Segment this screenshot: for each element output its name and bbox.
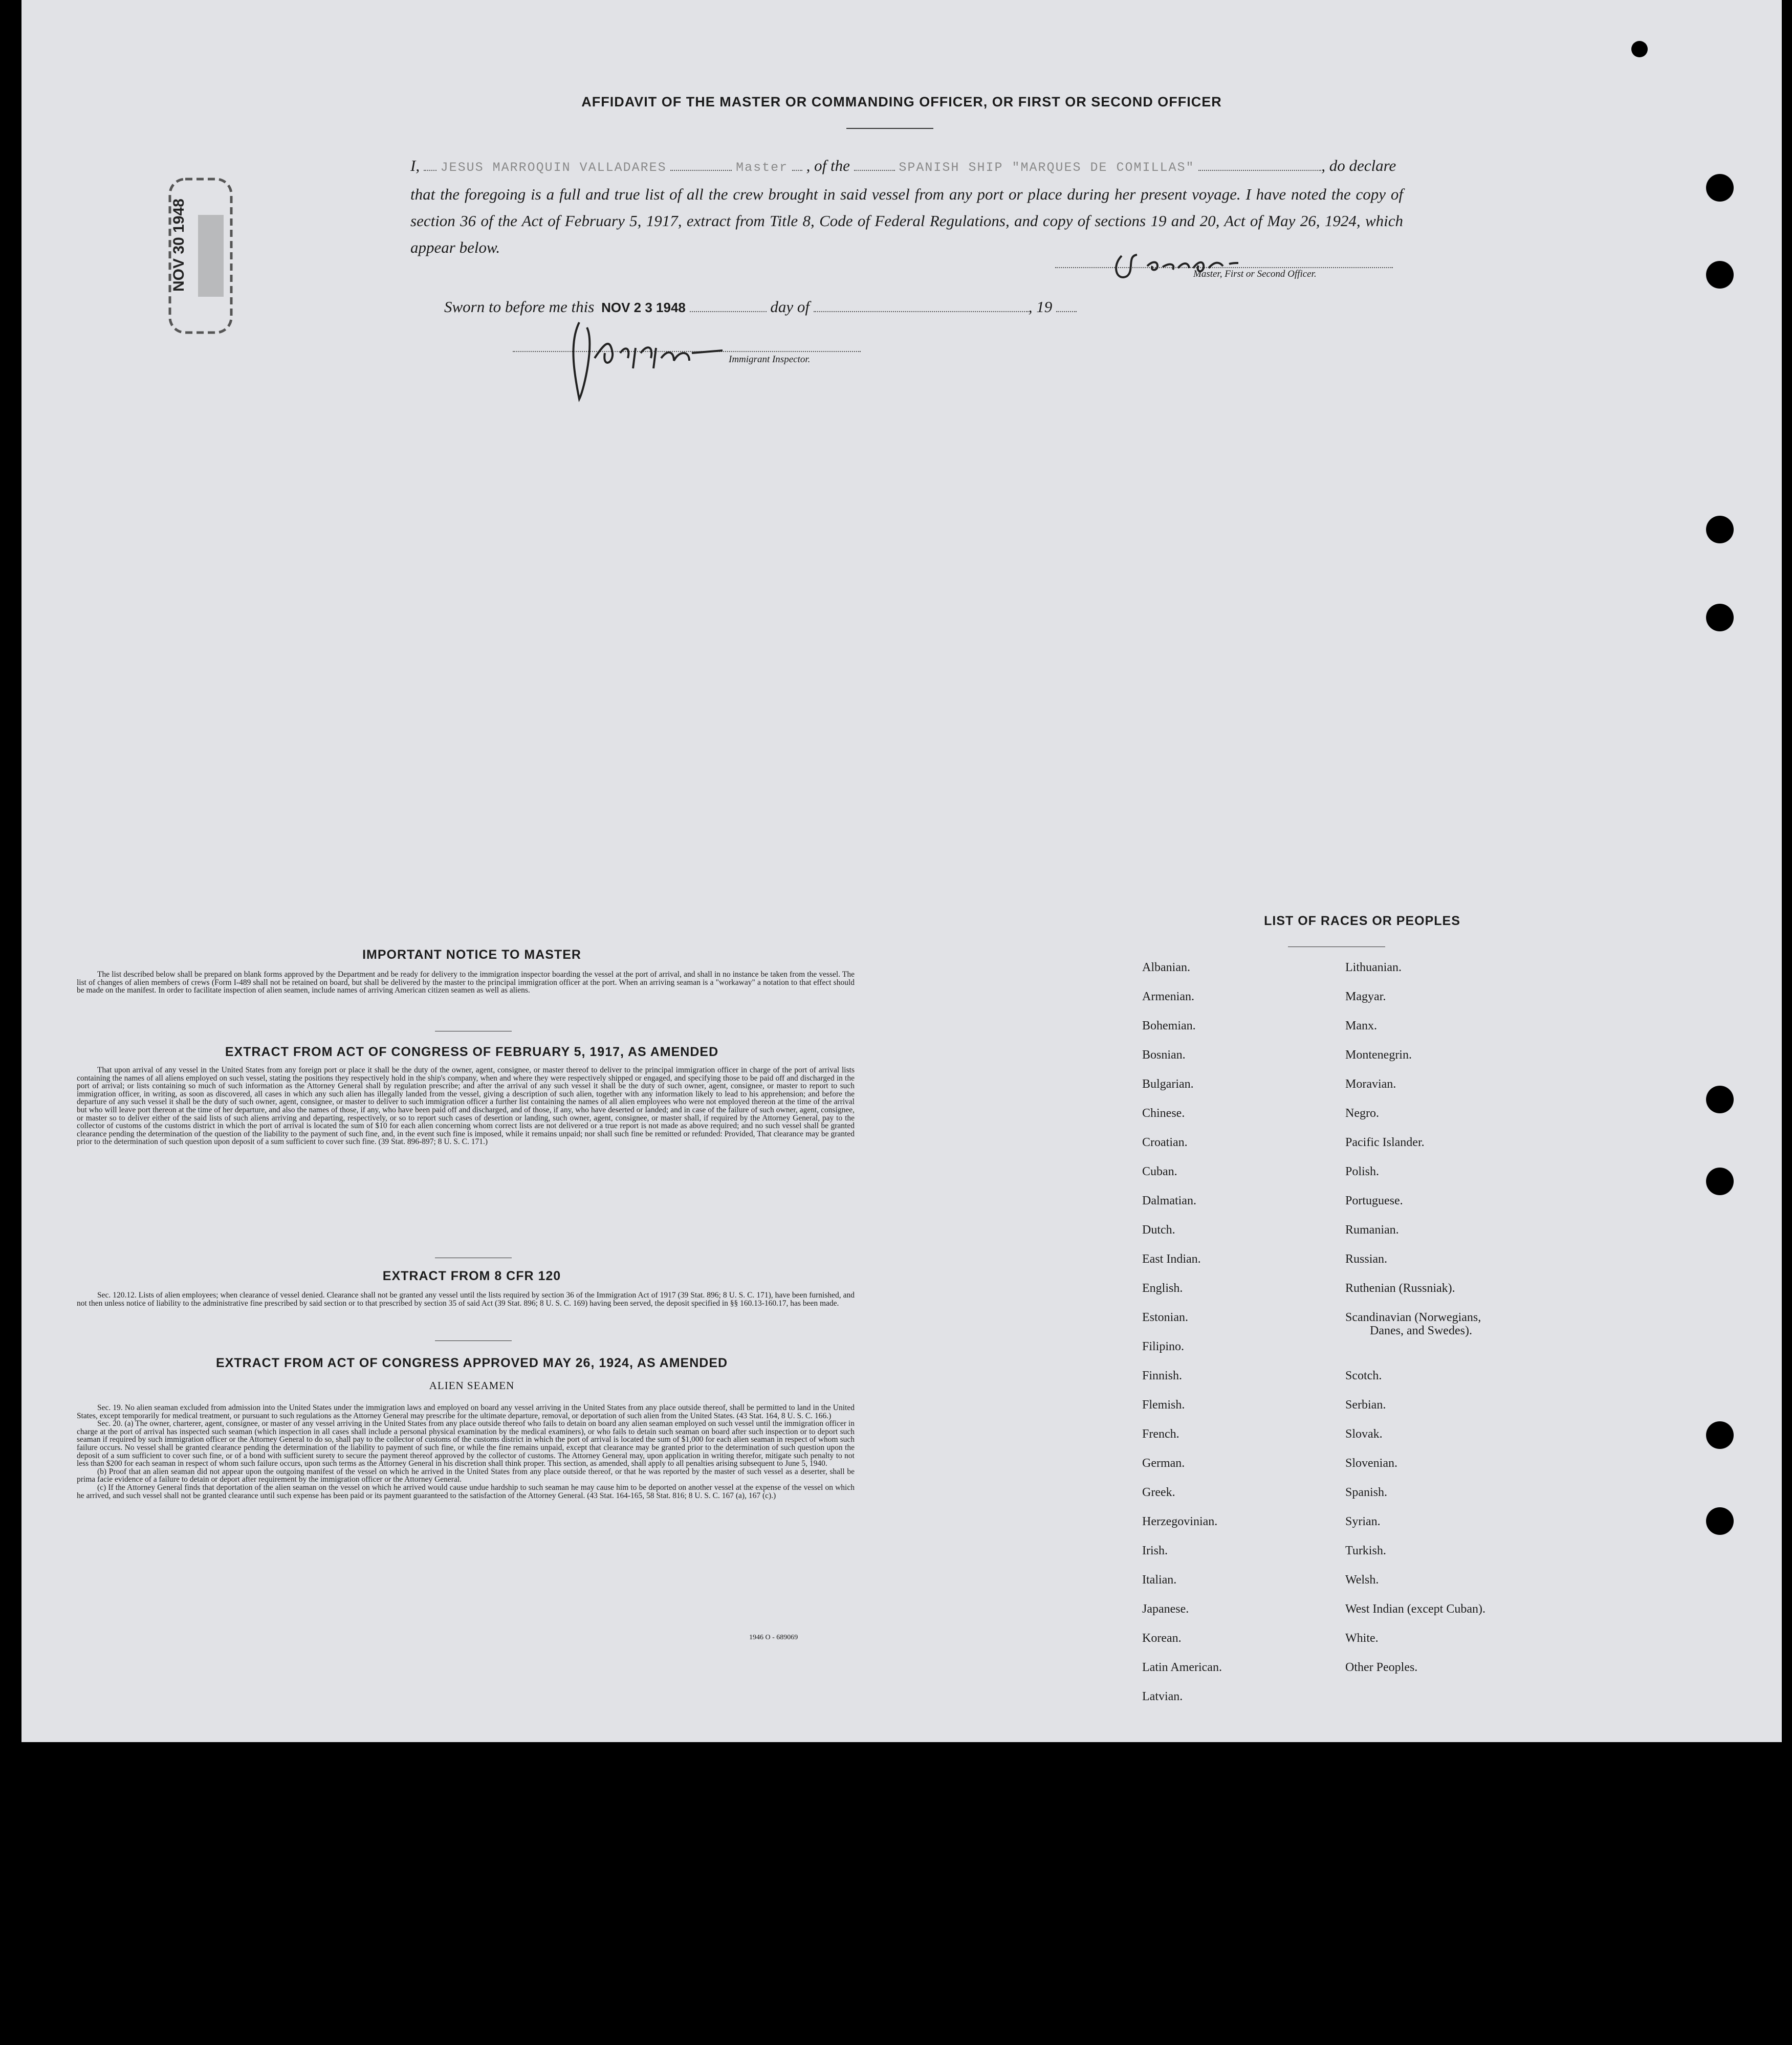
notice-text: The list described below shall be prepared on blank forms approved by the Department and be ready for delivery to the immigration inspector boarding the vessel at the port of arrival, and shall in no instance be taken from the vessel. The list of changes of alien members of crews (Form I-489 shall not be retained on board, but shall be delivered by the master to the principal immigration officer at the port. When an arriving seaman is a "workaway" a notation to that effect should be made on the manifest. In order to facilitate inspection of alien seamen, include names of arriving American citizen seamen as well as aliens. xyxy=(77,970,855,995)
sec20c-text: (c) If the Attorney General finds that deportation of the alien seaman on the vessel on which he arrived would cause undue hardship to such seaman he may cause him to be deported on another vessel at the expense of the vessel on which he arrived, and such vessel shall not be granted clearance until such expense has been paid or its payment guaranteed to the satisfaction of the Attorney General. (43 Stat. 164-165, 58 Stat. 816; 8 U. S. C. 167 (a), 167 (c).) xyxy=(77,1483,855,1500)
extract-1924-body xyxy=(77,1404,855,1500)
sec20a-text: Sec. 20. (a) The owner, charterer, agent, consignee, or master of any vessel arriving in the United States from any place outside thereof who fails to detain on board any alien seaman employed on such vessel until the immigration officer in charge at the port of arrival has inspected such seaman (which inspection in all cases shall include a personal physical examination by the medical examiners), or who fails to detain such seaman on board after such inspection or to deport such seaman if required by such immigration officer or the Attorney General to do so, shall pay to the collector of customs of the customs district in which the port of arrival is located the sum of $1,000 for each alien seaman in respect of whom such failure occurs. No vessel shall be granted clearance pending the determination of the liability to payment of such fine, or while the fine remains unpaid, except that clearance may be granted prior to the determination of such question upon the deposit of a sum sufficient to cover such fine, or of a bond with sufficient surety to secure the payment thereof approved by the collector of customs. The Attorney General may, upon application in writing therefor, mitigate such penalty to not less than $200 for each seaman in respect of whom such failure occurs, upon such terms as the Attorney General in his discretion shall think proper. This section, as amended, shall apply to all penalties arising subsequent to June 5, 1940. xyxy=(77,1419,855,1468)
master-label: Master, First or Second Officer. xyxy=(1193,269,1317,279)
affidavit-text xyxy=(410,152,1403,261)
races-title: LIST OF RACES OR PEOPLES xyxy=(1264,914,1460,928)
race-item: Rumanian. xyxy=(1345,1223,1399,1237)
race-item: Italian. xyxy=(1142,1573,1177,1587)
vessel-field: SPANISH SHIP "MARQUES DE COMILLAS" xyxy=(899,160,1195,175)
race-item: Scandinavian (Norwegians, xyxy=(1345,1311,1481,1324)
race-item: Bosnian. xyxy=(1142,1048,1186,1062)
race-item: Dutch. xyxy=(1142,1223,1175,1237)
race-item: West Indian (except Cuban). xyxy=(1345,1602,1485,1616)
race-item: Bohemian. xyxy=(1142,1019,1196,1032)
sec19-text: Sec. 19. No alien seaman excluded from admission into the United States under the immigration laws and employed on board any vessel arriving in the United States from any place outside thereof, shall be permitted to land in the United States, except temporarily for medical treatment, or pursuant to such regulations as the Attorney General may prescribe for the ultimate departure, removal, or deportation of such alien from the United States. (43 Stat. 164, 8 U. S. C. 166.) xyxy=(77,1403,855,1420)
race-item: English. xyxy=(1142,1282,1183,1295)
race-item: Manx. xyxy=(1345,1019,1377,1032)
document-page xyxy=(21,0,1782,1742)
race-item: Ruthenian (Russniak). xyxy=(1345,1282,1455,1295)
extract-1917-title: EXTRACT FROM ACT OF CONGRESS OF FEBRUARY 5, 1917, AS AMENDED xyxy=(225,1045,719,1059)
race-item: Bulgarian. xyxy=(1142,1078,1194,1091)
race-item: Montenegrin. xyxy=(1345,1048,1412,1062)
affidavit-title: AFFIDAVIT OF THE MASTER OR COMMANDING OFFICER, OR FIRST OR SECOND OFFICER xyxy=(581,94,1222,109)
race-item: Herzegovinian. xyxy=(1142,1515,1218,1528)
print-code: 1946 O - 689069 xyxy=(749,1634,798,1641)
sec20b-text: (b) Proof that an alien seaman did not appear upon the outgoing manifest of the vessel on which he arrived in the United States from any place outside thereof, or that he was reported by the master of such vessel as a deserter, shall be prima facie evidence of a failure to detain or deport after requirement by the immigration officer or the Attorney General. xyxy=(77,1467,855,1484)
race-item: Turkish. xyxy=(1345,1544,1386,1557)
extract-cfr-body xyxy=(77,1291,855,1307)
race-item: Irish. xyxy=(1142,1544,1168,1557)
master-signature xyxy=(1106,246,1326,287)
race-item: Polish. xyxy=(1345,1165,1380,1178)
notice-body xyxy=(77,971,855,995)
sworn-line xyxy=(444,298,1077,316)
race-item: Other Peoples. xyxy=(1345,1661,1418,1674)
race-item: Latvian. xyxy=(1142,1690,1183,1703)
punch-hole xyxy=(1706,1421,1734,1449)
affidavit-i: I, xyxy=(410,157,420,174)
year-prefix: , 19 xyxy=(1028,298,1053,316)
race-item: White. xyxy=(1345,1632,1379,1645)
race-item: East Indian. xyxy=(1142,1252,1201,1266)
day-of-text: day of xyxy=(770,298,810,316)
do-declare-text: , do declare xyxy=(1321,157,1396,174)
punch-hole xyxy=(1706,1168,1734,1195)
punch-hole xyxy=(1706,1507,1734,1535)
notice-title: IMPORTANT NOTICE TO MASTER xyxy=(362,948,581,962)
rank-field: Master xyxy=(736,160,789,175)
of-the-text: , of the xyxy=(806,157,850,174)
race-item: Magyar. xyxy=(1345,990,1386,1003)
race-item: Negro. xyxy=(1345,1107,1379,1120)
race-item: Estonian. xyxy=(1142,1311,1188,1324)
sworn-date-stamp: NOV 2 3 1948 xyxy=(601,300,686,315)
extract-1924-subtitle: ALIEN SEAMEN xyxy=(429,1379,515,1392)
race-item: French. xyxy=(1142,1427,1179,1441)
extract-cfr-title: EXTRACT FROM 8 CFR 120 xyxy=(382,1269,561,1283)
race-item: Moravian. xyxy=(1345,1078,1396,1091)
punch-hole xyxy=(1631,41,1648,57)
race-item: Croatian. xyxy=(1142,1136,1188,1149)
extract-1917-body xyxy=(77,1066,855,1146)
race-item: Armenian. xyxy=(1142,990,1194,1003)
affidavit-body: that the foregoing is a full and true list of all the crew brought in said vessel from any port or place during her present voyage. I have noted the copy of section 36 of the Act of February 5, 1917, extract from Title 8, Code of Federal Regulations, and copy of sections 19 and 20, Act of May 26, 1924, which appear below. xyxy=(410,185,1403,256)
race-item: Latin American. xyxy=(1142,1661,1222,1674)
extract-1917-text: That upon arrival of any vessel in the United States from any foreign port or place it shall be the duty of the owner, agent, consignee, or master thereof to deliver to the principal immigration officer in charge of the port of arrival lists containing the names of all aliens employed on such vessel, stating the positions they respectively hold in the ship's company, when and where they were respectively shipped or engaged, and specifying those to be paid off and discharged in the port of arrival; or lists containing so much of such information as the Attorney General shall by regulation prescribe; and after the arrival of any such vessel it shall be the duty of such owner, agent, consignee, or master to report to such immigration officer, in writing, as soon as discovered, all cases in which any such alien has illegally landed from the vessel, giving a description of such alien, together with any information likely to lead to his apprehension; and before the departure of any such vessel it shall be the duty of such owner, agent, consignee, or master to deliver to such immigration officer a further list containing the names of all alien employees who were not employed thereon at the time of the arrival but who will leave port thereon at the time of her departure, and also the names of those, if any, who have been paid off and discharged, and of those, if any, who have deserted or landed; and in case of the failure of such owner, agent, consignee, or master so to deliver either of the said lists of such aliens arriving and departing, respectively, or so to report such cases of desertion or landing, such owner, agent, consignee, or master shall, if required by the Attorney General, pay to the collector of customs of the customs district in which the port of arrival is located the sum of $10 for each alien concerning whom correct lists are not delivered or a true report is not made as above required; and no such vessel shall be granted clearance pending the determination of the question of the liability to the payment of such fine, and, in the event such fine is imposed, while it remains unpaid; nor shall such fine be remitted or refunded: Provided, That clearance may be granted prior to the determination of such question upon deposit of a sum sufficient to cover such fine. (39 Stat. 896-897; 8 U. S. C. 171.) xyxy=(77,1066,855,1147)
punch-hole xyxy=(1706,516,1734,543)
race-item: Spanish. xyxy=(1345,1486,1388,1499)
race-item: Korean. xyxy=(1142,1632,1182,1645)
race-item: Syrian. xyxy=(1345,1515,1381,1528)
title-divider xyxy=(846,128,933,129)
sworn-prefix: Sworn to before me this xyxy=(444,298,595,316)
race-item: Albanian. xyxy=(1142,961,1190,974)
race-item: Filipino. xyxy=(1142,1340,1185,1353)
race-item: Portuguese. xyxy=(1345,1194,1403,1207)
punch-hole xyxy=(1706,1086,1734,1113)
race-item: Danes, and Swedes). xyxy=(1370,1324,1472,1337)
race-item: Pacific Islander. xyxy=(1345,1136,1425,1149)
race-item: Japanese. xyxy=(1142,1602,1189,1616)
master-name-field: JESUS MARROQUIN VALLADARES xyxy=(440,160,667,175)
race-item: Scotch. xyxy=(1345,1369,1382,1382)
race-item: Lithuanian. xyxy=(1345,961,1402,974)
race-item: Chinese. xyxy=(1142,1107,1185,1120)
race-item: Finnish. xyxy=(1142,1369,1183,1382)
extract-1924-title: EXTRACT FROM ACT OF CONGRESS APPROVED MAY 26, 1924, AS AMENDED xyxy=(215,1356,728,1370)
race-item: Cuban. xyxy=(1142,1165,1177,1178)
inspector-label: Immigrant Inspector. xyxy=(729,354,811,365)
punch-hole xyxy=(1706,174,1734,202)
race-item: German. xyxy=(1142,1457,1185,1470)
race-item: Russian. xyxy=(1345,1252,1388,1266)
race-item: Welsh. xyxy=(1345,1573,1379,1587)
race-item: Slovak. xyxy=(1345,1427,1383,1441)
inspector-signature xyxy=(564,312,748,404)
race-item: Serbian. xyxy=(1345,1398,1386,1412)
race-item: Flemish. xyxy=(1142,1398,1185,1412)
inspection-stamp xyxy=(142,174,249,343)
punch-hole xyxy=(1706,604,1734,631)
race-item: Greek. xyxy=(1142,1486,1175,1499)
race-item: Slovenian. xyxy=(1345,1457,1397,1470)
side-stamp-date: NOV 30 1948 xyxy=(170,199,187,292)
punch-hole xyxy=(1706,261,1734,289)
extract-cfr-divider xyxy=(435,1340,512,1341)
extract-cfr-text: Sec. 120.12. Lists of alien employees; when clearance of vessel denied. Clearance shall not be granted any vessel until the lists required by section 36 of the Immigration Act of 1917 (39 Stat. 896; 8 U. S. C. 171), have been furnished, and not then unless notice of liability to the administrative fine prescribed by said section or to that prescribed by section 35 of said Act (39 Stat. 896; 8 U. S. C. 169) having been served, the deposit specified in §§ 160.13-160.17, has been made. xyxy=(77,1291,855,1308)
race-item: Dalmatian. xyxy=(1142,1194,1196,1207)
